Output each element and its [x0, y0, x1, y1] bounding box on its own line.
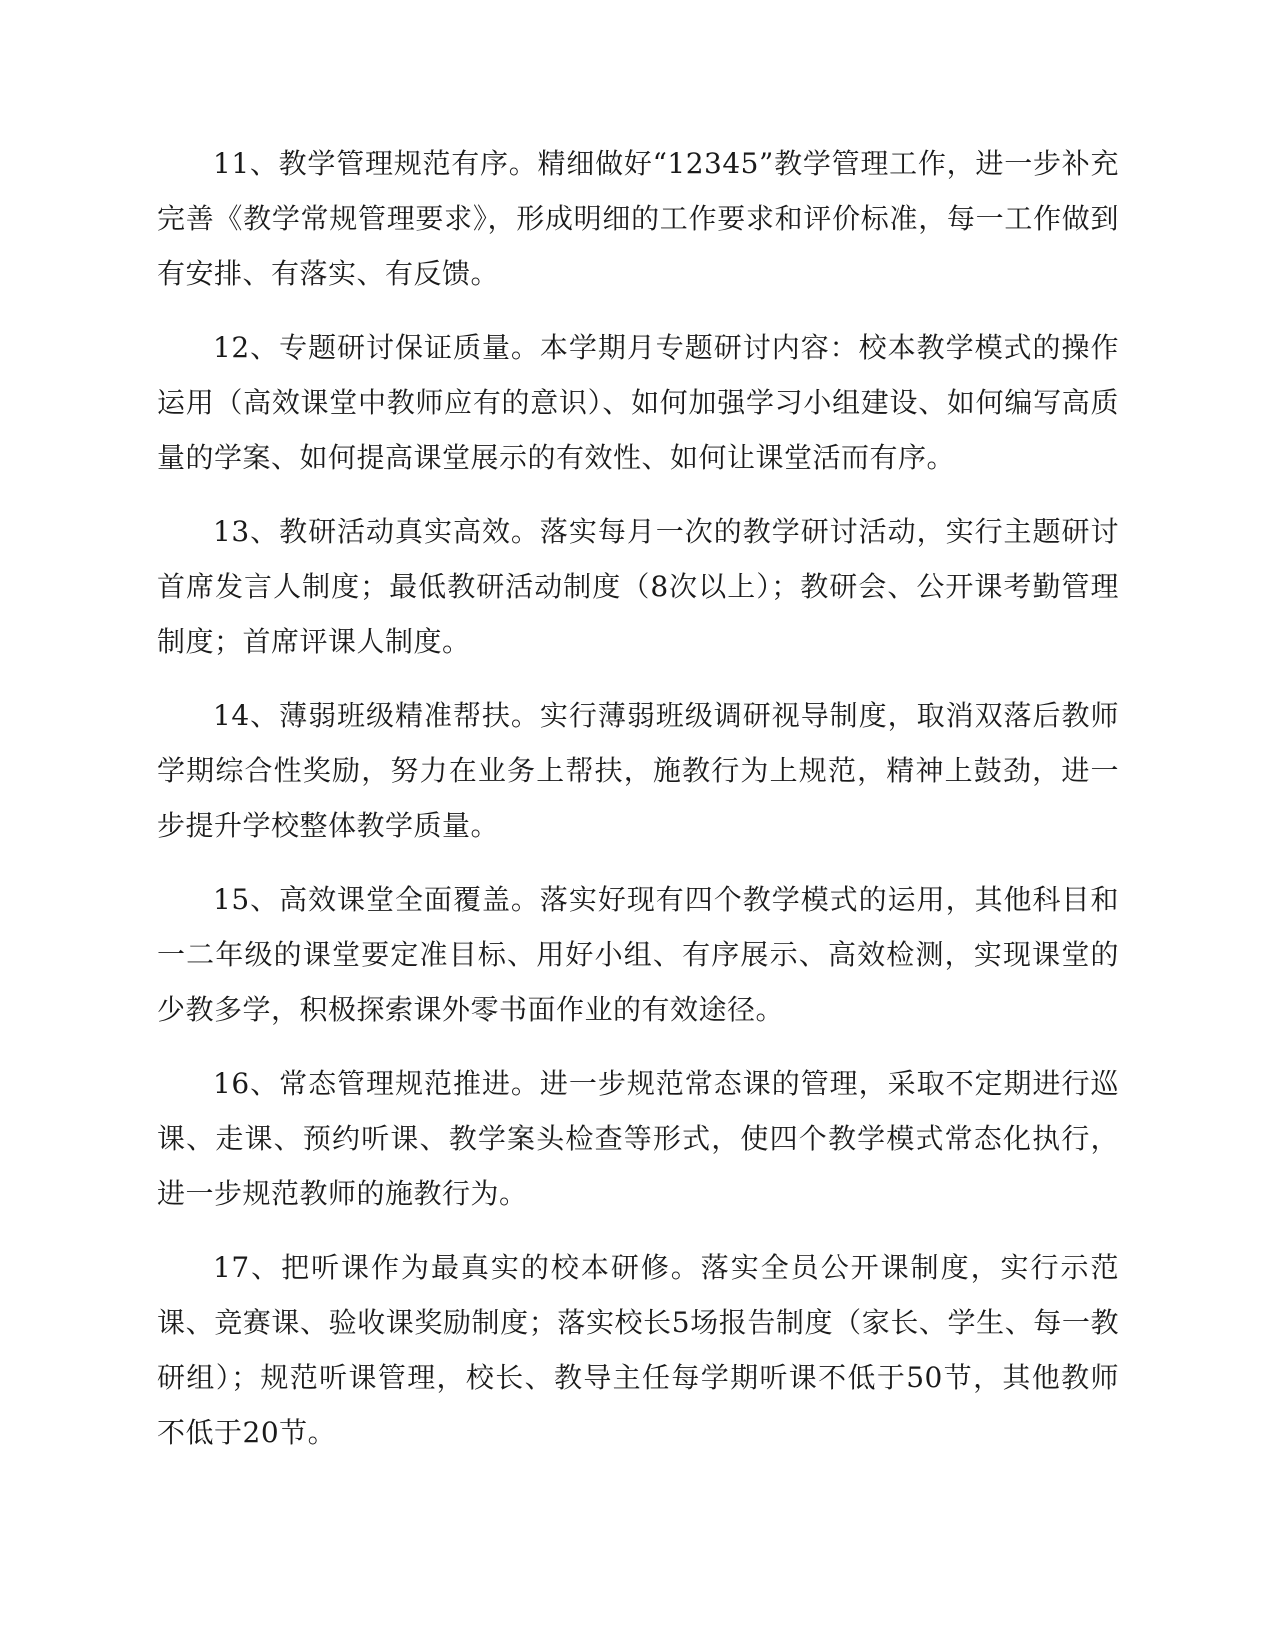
paragraph-14: 14、薄弱班级精准帮扶。实行薄弱班级调研视导制度，取消双落后教师学期综合性奖励，努力在业务上帮扶，施教行为上规范，精神上鼓劲，进一步提升学校整体教学质量。	[157, 699, 1119, 842]
document-body	[157, 136, 1119, 1479]
paragraph-17: 17、把听课作为最真实的校本研修。落实全员公开课制度，实行示范课、竞赛课、验收课奖励制度；落实校长5场报告制度（家长、学生、每一教研组）；规范听课管理，校长、教导主任每学期听课不低于50节，其他教师不低于20节。	[157, 1251, 1119, 1449]
paragraph-13: 13、教研活动真实高效。落实每月一次的教学研讨活动，实行主题研讨首席发言人制度；最低教研活动制度（8次以上）；教研会、公开课考勤管理制度；首席评课人制度。	[157, 515, 1119, 658]
paragraph-11: 11、教学管理规范有序。精细做好“12345”教学管理工作，进一步补充完善《教学常规管理要求》，形成明细的工作要求和评价标准，每一工作做到有安排、有落实、有反馈。	[157, 147, 1119, 290]
paragraph-15: 15、高效课堂全面覆盖。落实好现有四个教学模式的运用，其他科目和一二年级的课堂要定准目标、用好小组、有序展示、高效检测，实现课堂的少教多学，积极探索课外零书面作业的有效途径。	[157, 883, 1119, 1026]
paragraph-16: 16、常态管理规范推进。进一步规范常态课的管理，采取不定期进行巡课、走课、预约听课、教学案头检查等形式，使四个教学模式常态化执行，进一步规范教师的施教行为。	[157, 1067, 1119, 1210]
paragraph-12: 12、专题研讨保证质量。本学期月专题研讨内容：校本教学模式的操作运用（高效课堂中教师应有的意识）、如何加强学习小组建设、如何编写高质量的学案、如何提高课堂展示的有效性、如何让课堂活而有序。	[157, 331, 1119, 474]
